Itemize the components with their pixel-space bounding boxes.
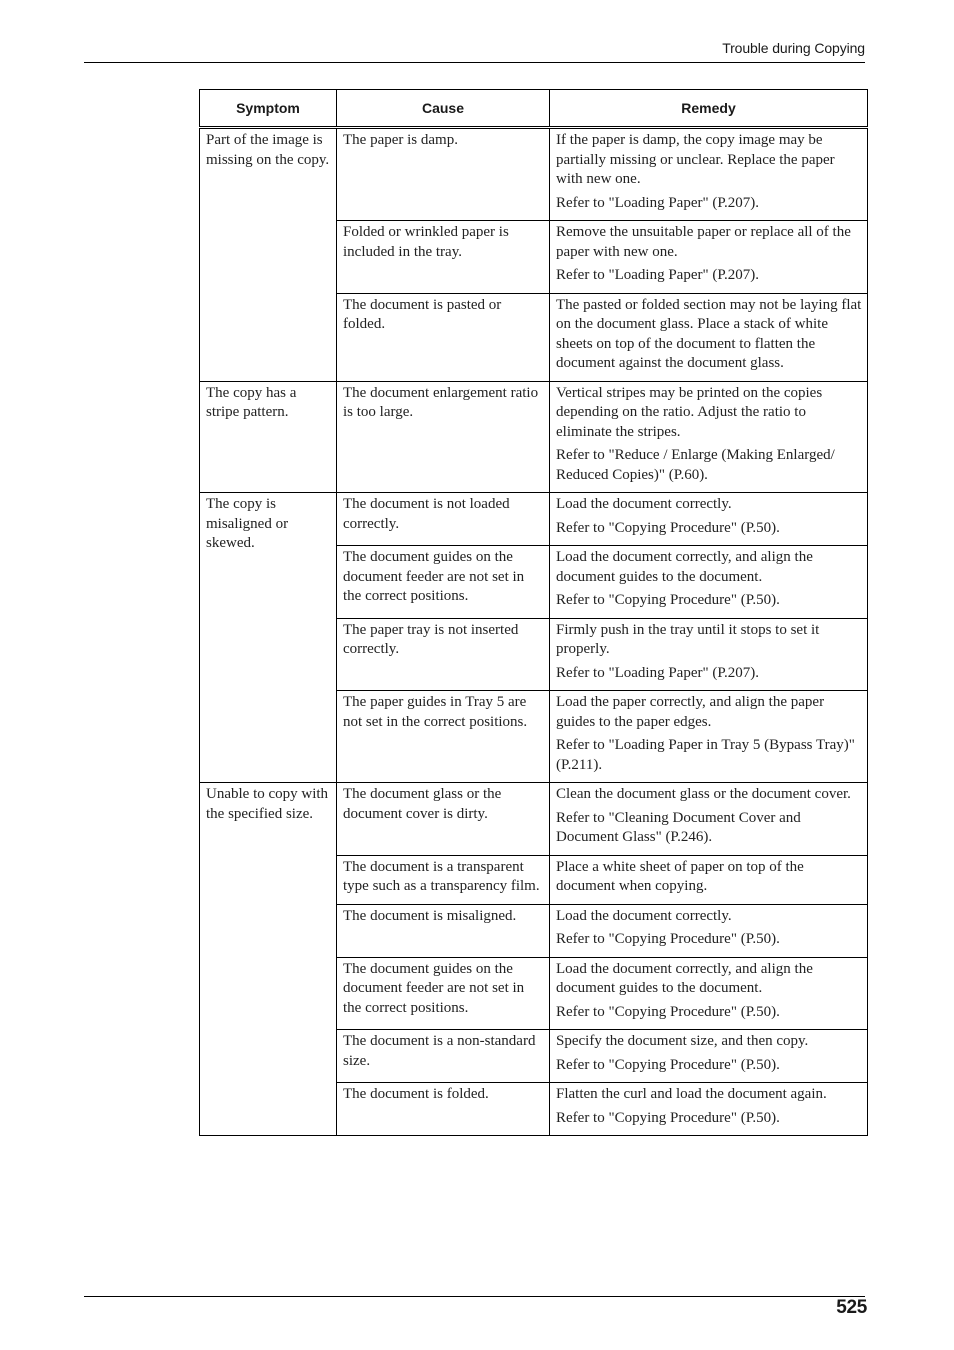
remedy-paragraph: If the paper is damp, the copy image may be partially missing or unclear. Replace the paper with new one. <box>556 132 835 187</box>
cause-cell: The document guides on the document feeder are not set in the correct positions. <box>337 957 550 1030</box>
running-header: Trouble during Copying <box>722 40 865 56</box>
remedy-paragraph: Refer to "Copying Procedure" (P.50). <box>556 1109 780 1126</box>
remedy-paragraph: Refer to "Copying Procedure" (P.50). <box>556 1056 780 1073</box>
cause-cell: The paper tray is not inserted correctly. <box>337 618 550 691</box>
cause-cell: The paper guides in Tray 5 are not set in the correct positions. <box>337 691 550 783</box>
cause-cell: The document is folded. <box>337 1083 550 1136</box>
remedy-cell <box>550 618 868 691</box>
remedy-paragraph: Specify the document size, and then copy. <box>556 1033 809 1049</box>
remedy-paragraph: Load the document correctly. <box>556 907 732 924</box>
table-body <box>200 128 868 1136</box>
remedy-cell <box>550 546 868 619</box>
cause-cell: The document is pasted or folded. <box>337 293 550 381</box>
page-number: 525 <box>836 1297 867 1318</box>
remedy-cell <box>550 128 868 221</box>
remedy-cell <box>550 221 868 294</box>
remedy-paragraph: Refer to "Reduce / Enlarge (Making Enlarged/ Reduced Copies)" (P.60). <box>556 447 835 483</box>
cause-cell: The document glass or the document cover is dirty. <box>337 783 550 856</box>
remedy-paragraph: Flatten the curl and load the document again. <box>556 1086 827 1102</box>
remedy-paragraph: Refer to "Loading Paper" (P.207). <box>556 664 760 681</box>
remedy-cell <box>550 904 868 957</box>
remedy-paragraph: Load the document correctly, and align the document guides to the document. <box>556 960 813 996</box>
table-row <box>200 128 868 221</box>
cause-cell: The document is a transparent type such as a transparency film. <box>337 855 550 904</box>
footer-rule <box>84 1296 865 1297</box>
remedy-cell <box>550 293 868 381</box>
remedy-paragraph: Refer to "Loading Paper in Tray 5 (Bypass Tray)" (P.211). <box>556 737 855 773</box>
table-header-row <box>200 90 868 128</box>
remedy-cell <box>550 957 868 1030</box>
symptom-cell: The copy is misaligned or skewed. <box>200 493 337 783</box>
remedy-paragraph: Clean the document glass or the document cover. <box>556 786 851 802</box>
table-row <box>200 783 868 856</box>
troubleshooting-table <box>199 89 868 1136</box>
table-row <box>200 493 868 546</box>
column-header-cause: Cause <box>337 90 550 128</box>
remedy-cell <box>550 493 868 546</box>
remedy-paragraph: Firmly push in the tray until it stops to set it properly. <box>556 621 820 657</box>
remedy-paragraph: Remove the unsuitable paper or replace all of the paper with new one. <box>556 224 851 260</box>
symptom-cell: Part of the image is missing on the copy. <box>200 128 337 382</box>
remedy-paragraph: Refer to "Cleaning Document Cover and Document Glass" (P.246). <box>556 809 801 845</box>
table-row <box>200 381 868 493</box>
column-header-symptom: Symptom <box>200 90 337 128</box>
remedy-cell <box>550 691 868 783</box>
column-header-remedy: Remedy <box>550 90 868 128</box>
remedy-paragraph: Refer to "Loading Paper" (P.207). <box>556 194 760 211</box>
remedy-paragraph: The pasted or folded section may not be laying flat on the document glass. Place a stack of white sheets on top of the document to flatten the document against the document glass. <box>556 296 862 371</box>
remedy-paragraph: Load the document correctly, and align the document guides to the document. <box>556 549 813 585</box>
remedy-paragraph: Refer to "Copying Procedure" (P.50). <box>556 1003 780 1020</box>
remedy-cell <box>550 855 868 904</box>
cause-cell: Folded or wrinkled paper is included in the tray. <box>337 221 550 294</box>
remedy-paragraph: Refer to "Copying Procedure" (P.50). <box>556 519 780 536</box>
remedy-paragraph: Refer to "Loading Paper" (P.207). <box>556 267 760 283</box>
remedy-paragraph: Place a white sheet of paper on top of the document when copying. <box>556 858 804 894</box>
cause-cell: The document enlargement ratio is too large. <box>337 381 550 493</box>
remedy-cell <box>550 783 868 856</box>
cause-cell: The document is misaligned. <box>337 904 550 957</box>
remedy-paragraph: Refer to "Copying Procedure" (P.50). <box>556 931 780 947</box>
remedy-cell <box>550 1030 868 1083</box>
header-rule <box>84 62 865 63</box>
cause-cell: The document is a non-standard size. <box>337 1030 550 1083</box>
remedy-paragraph: Load the document correctly. <box>556 496 732 512</box>
table-header <box>200 90 868 128</box>
cause-cell: The document guides on the document feeder are not set in the correct positions. <box>337 546 550 619</box>
cause-cell: The document is not loaded correctly. <box>337 493 550 546</box>
symptom-cell: The copy has a stripe pattern. <box>200 381 337 493</box>
remedy-paragraph: Load the paper correctly, and align the paper guides to the paper edges. <box>556 694 825 730</box>
remedy-paragraph: Vertical stripes may be printed on the copies depending on the ratio. Adjust the ratio to eliminate the stripes. <box>556 384 823 440</box>
symptom-cell: Unable to copy with the specified size. <box>200 783 337 1136</box>
remedy-paragraph: Refer to "Copying Procedure" (P.50). <box>556 592 780 608</box>
cause-cell: The paper is damp. <box>337 128 550 221</box>
remedy-cell <box>550 1083 868 1136</box>
remedy-cell <box>550 381 868 493</box>
